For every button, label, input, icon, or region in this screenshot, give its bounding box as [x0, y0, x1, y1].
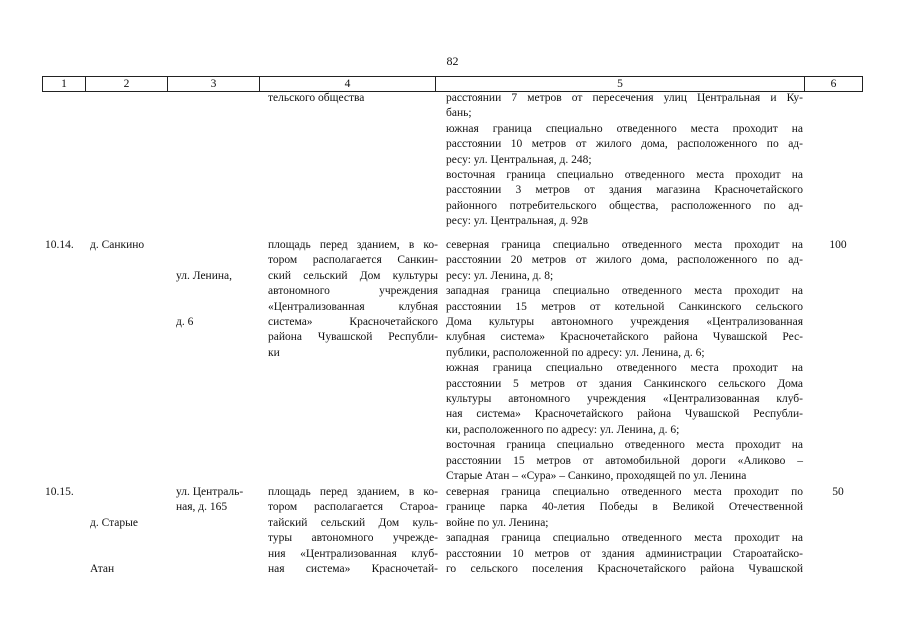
text-line: публики, расположенной по адресу: ул. Ленина, д. 6; — [446, 346, 705, 359]
text-line: го сельского поселения Красночетайского района Чувашской — [446, 563, 803, 576]
text-line: д. 6 — [176, 316, 194, 329]
boundaries-description — [446, 238, 803, 485]
column-number-3: 3 — [168, 77, 260, 92]
column-number-6: 6 — [805, 77, 863, 92]
text-line: тором располагается Староа- — [268, 501, 438, 514]
text-line: районного потребительского общества, расположенного по ад- — [446, 199, 803, 212]
text-line: южная граница специально отведенного места проходит на — [446, 362, 803, 375]
row-number: 10.14. — [45, 239, 74, 251]
text-line: ки — [268, 346, 280, 359]
text-line: расстоянии 15 метров от автомобильной дороги «Аликово – — [446, 454, 803, 467]
address — [176, 238, 258, 361]
text-line: тайский сельский Дом куль- — [268, 516, 438, 529]
text-line: западная граница специально отведенного места проходит на — [446, 285, 803, 298]
text-line: ресу: ул. Центральная, д. 248; — [446, 153, 592, 166]
text-line: расстоянии 15 метров от котельной Санкинского сельского — [446, 300, 803, 313]
column-number-1: 1 — [43, 77, 86, 92]
text-line: ский сельский Дом культуры — [268, 269, 438, 282]
text-line: расстоянии 3 метров от здания магазина Красночетайского — [446, 184, 803, 197]
text-line: ресу: ул. Центральная, д. 92в — [446, 215, 588, 228]
place-description — [268, 485, 438, 577]
text-line: западная граница специально отведенного места проходит на — [446, 532, 803, 545]
text-line: клубная система» Красночетайского района Чувашской Рес- — [446, 331, 803, 344]
text-line: д. Санкино — [90, 239, 145, 251]
address — [176, 485, 258, 516]
text-line: культуры автономного учреждения «Централизованная клуб- — [446, 393, 803, 406]
text-line: восточная граница специально отведенного места проходит на — [446, 169, 803, 182]
text-line: расстоянии 5 метров от здания Санкинского сельского Дома — [446, 377, 803, 390]
text-line: туры автономного учрежде- — [268, 532, 438, 545]
column-number-4: 4 — [260, 77, 436, 92]
area-value: 100 — [829, 239, 847, 251]
column-number-2: 2 — [86, 77, 168, 92]
text-line: площадь перед зданием, в ко- — [268, 486, 438, 498]
text-line: Атан — [90, 563, 115, 576]
text-line: северная граница специально отведенного места проходит на — [446, 239, 803, 251]
text-line: ул. Централь- — [176, 486, 244, 498]
text-line: д. Старые — [90, 516, 138, 529]
text-line: ная, д. 165 — [176, 501, 228, 514]
text-line: южная граница специально отведенного места проходит на — [446, 122, 803, 135]
text-line: бань; — [446, 107, 472, 120]
column-header-row — [42, 76, 863, 92]
page-number: 82 — [446, 54, 459, 68]
text-line: автономного учреждения — [268, 285, 438, 298]
text-line: система» Красночетайского — [268, 316, 438, 329]
text-line: северная граница специально отведенного места проходит по — [446, 486, 803, 498]
place-description — [268, 238, 438, 361]
text-line: границе парка 40-летия Победы в Великой Отечественной — [446, 501, 803, 514]
text-line: расстоянии 10 метров от жилого дома, расположенного по ад- — [446, 138, 803, 151]
text-line: войне по ул. Ленина; — [446, 516, 549, 529]
text-line: района Чувашской Республи- — [268, 331, 438, 344]
continuation-boundaries — [446, 91, 803, 230]
locality — [90, 485, 166, 608]
text-line: тором располагается Санкин- — [268, 254, 438, 267]
text-line: расстоянии 10 метров от здания администрации Староатайско- — [446, 547, 803, 560]
text-line: Дома культуры автономного учреждения «Централизованная — [446, 316, 803, 329]
text-line: Старые Атан – «Сура» – Санкино, проходящей по ул. Ленина — [446, 470, 747, 483]
text-line: ния «Централизованная клуб- — [268, 547, 438, 560]
locality — [90, 238, 166, 253]
boundaries-description — [446, 485, 803, 577]
text-line: площадь перед зданием, в ко- — [268, 239, 438, 251]
row-number: 10.15. — [45, 486, 74, 498]
text-line: ки, расположенного по адресу: ул. Ленина, д. 6; — [446, 423, 680, 436]
continuation-place — [268, 91, 438, 106]
text-line: «Централизованная клубная — [268, 300, 438, 313]
text-line: расстоянии 7 метров от пересечения улиц Центральная и Ку- — [446, 92, 803, 104]
text-line: расстоянии 20 метров от жилого дома, расположенного по ад- — [446, 254, 803, 267]
text-line: восточная граница специально отведенного места проходит на — [446, 439, 803, 452]
text-line: ная система» Красночетайского района Чувашской Республи- — [446, 408, 803, 421]
area-value: 50 — [832, 486, 844, 498]
text-line: ресу: ул. Ленина, д. 8; — [446, 269, 554, 282]
text-line: ул. Ленина, — [176, 269, 233, 282]
text-line: тельского общества — [268, 92, 365, 104]
column-number-5: 5 — [436, 77, 805, 92]
text-line: ная система» Красночетай- — [268, 563, 438, 576]
